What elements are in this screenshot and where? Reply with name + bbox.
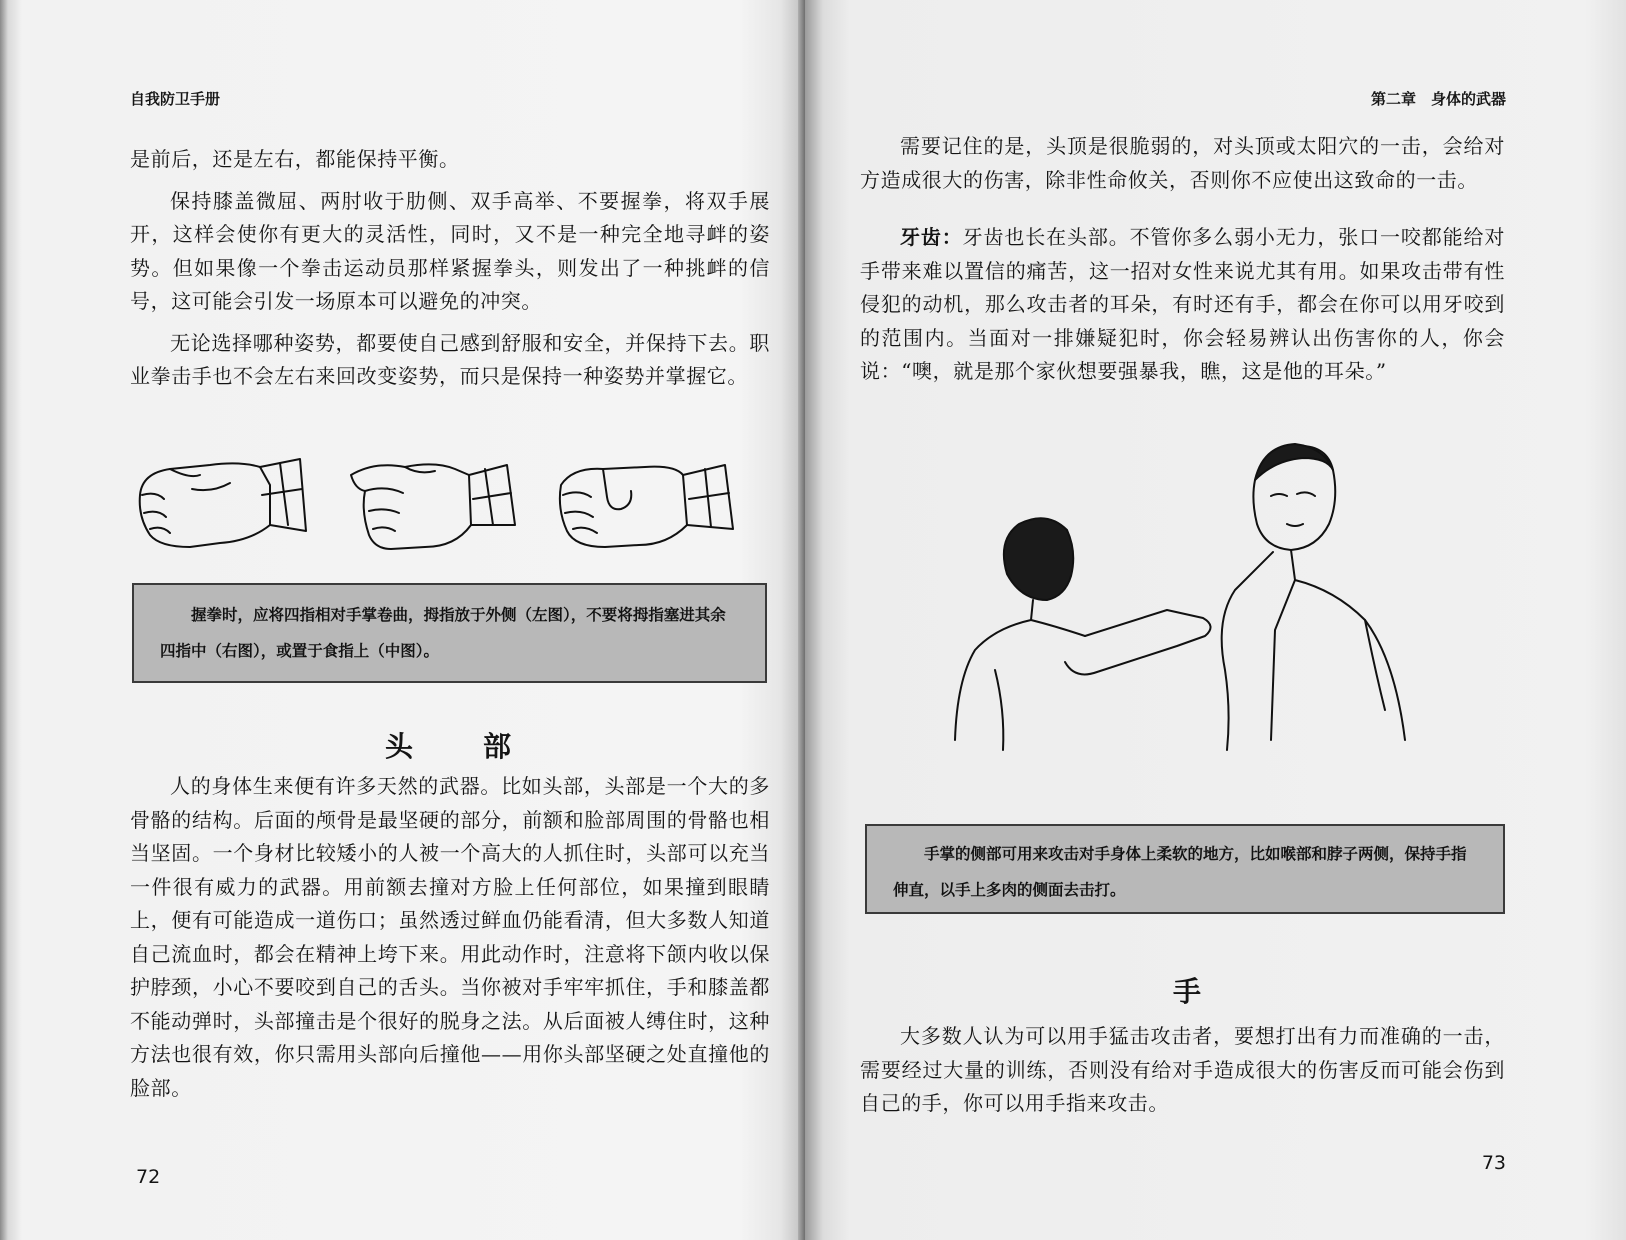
palm-caption-box	[865, 824, 1505, 914]
section-heading-head: 头部	[385, 730, 582, 763]
section-heading-hand: 手	[1173, 975, 1202, 1008]
paragraph: 需要记住的是，头顶是很脆弱的，对头顶或太阳穴的一击，会给对方造成很大的伤害，除非性命攸关，否则你不应使出这致命的一击。	[860, 134, 1505, 192]
left-body-text	[130, 770, 770, 1105]
paragraph: 保持膝盖微屈、两肘收于肋侧、双手高举、不要握拳，将双手展开，这样会使你有更大的灵活性，同时，又不是一种完全地寻衅的姿势。但如果像一个拳击运动员那样紧握拳头，则发出了一种挑衅的信号，这可能会引发一场原本可以避免的冲突。	[130, 188, 770, 313]
fist-thumb-inside-drawing	[560, 465, 733, 547]
fist-illustration	[130, 455, 750, 565]
paragraph: 人的身体生来便有许多天然的武器。比如头部，头部是一个大的多骨骼的结构。后面的颅骨是最坚硬的部分，前额和脸部周围的骨骼也相当坚固。一个身材比较矮小的人被一个高大的人抓住时，头部可以充当一件很有威力的武器。用前额去撞对方脸上任何部位，如果撞到眼睛上，便有可能造成一道伤口；虽然透过鲜血仍能看清，但大多数人知道自己流血时，都会在精神上垮下来。用此动作时，注意将下颌内收以保护脖颈，小心不要咬到自己的舌头。当你被对手牢牢抓住，手和膝盖都不能动弹时，头部撞击是个很好的脱身之法。从后面被人缚住时，这种方法也很有效，你只需用头部向后撞他——用你头部坚硬之处直撞他的脸部。	[130, 774, 770, 1100]
right-body-text	[860, 1020, 1505, 1121]
defender-figure	[955, 518, 1211, 750]
term-teeth: 牙齿：	[900, 225, 963, 249]
caption-text: 手掌的侧部可用来攻击对手身体上柔软的地方，比如喉部和脖子两侧，保持手指伸直，以手上多肉的侧面去击打。	[893, 845, 1467, 899]
page-number-right: 73	[1481, 1152, 1506, 1174]
paragraph	[860, 221, 1505, 389]
paragraph: 是前后，还是左右，都能保持平衡。	[130, 147, 460, 171]
fist-correct-drawing	[140, 459, 306, 547]
right-page	[805, 0, 1626, 1240]
teeth-text: 牙齿也长在头部。不管你多么弱小无力，张口一咬都能给对手带来难以置信的痛苦，这一招对女性来说尤其有用。如果攻击带有性侵犯的动机，那么攻击者的耳朵，有时还有手，都会在你可以用牙咬到的范围内。当面对一排嫌疑犯时，你会轻易辨认出伤害你的人，你会说：“噢，就是那个家伙想要强暴我，瞧，这是他的耳朵。”	[860, 225, 1505, 383]
left-page	[0, 0, 805, 1240]
caption-text: 握拳时，应将四指相对手掌卷曲，拇指放于外侧（左图），不要将拇指塞进其余四指中（右图），或置于食指上（中图）。	[160, 606, 726, 660]
palm-strike-illustration	[935, 440, 1415, 770]
paragraph: 无论选择哪种姿势，都要使自己感到舒服和安全，并保持下去。职业拳击手也不会左右来回改变姿势，而只是保持一种姿势并掌握它。	[130, 330, 770, 388]
paragraph: 大多数人认为可以用手猛击攻击者，要想打出有力而准确的一击，需要经过大量的训练，否则没有给对手造成很大的伤害反而可能会伤到自己的手，你可以用手指来攻击。	[860, 1024, 1505, 1115]
running-head-right: 第二章 身体的武器	[1370, 90, 1506, 108]
running-head-left: 自我防卫手册	[130, 90, 221, 108]
attacker-figure	[1222, 444, 1405, 750]
left-top-text	[130, 143, 770, 394]
fist-thumb-on-index-drawing	[351, 464, 515, 549]
fist-caption-box	[132, 583, 767, 683]
right-top-text	[860, 130, 1505, 389]
page-number-left: 72	[136, 1166, 161, 1188]
